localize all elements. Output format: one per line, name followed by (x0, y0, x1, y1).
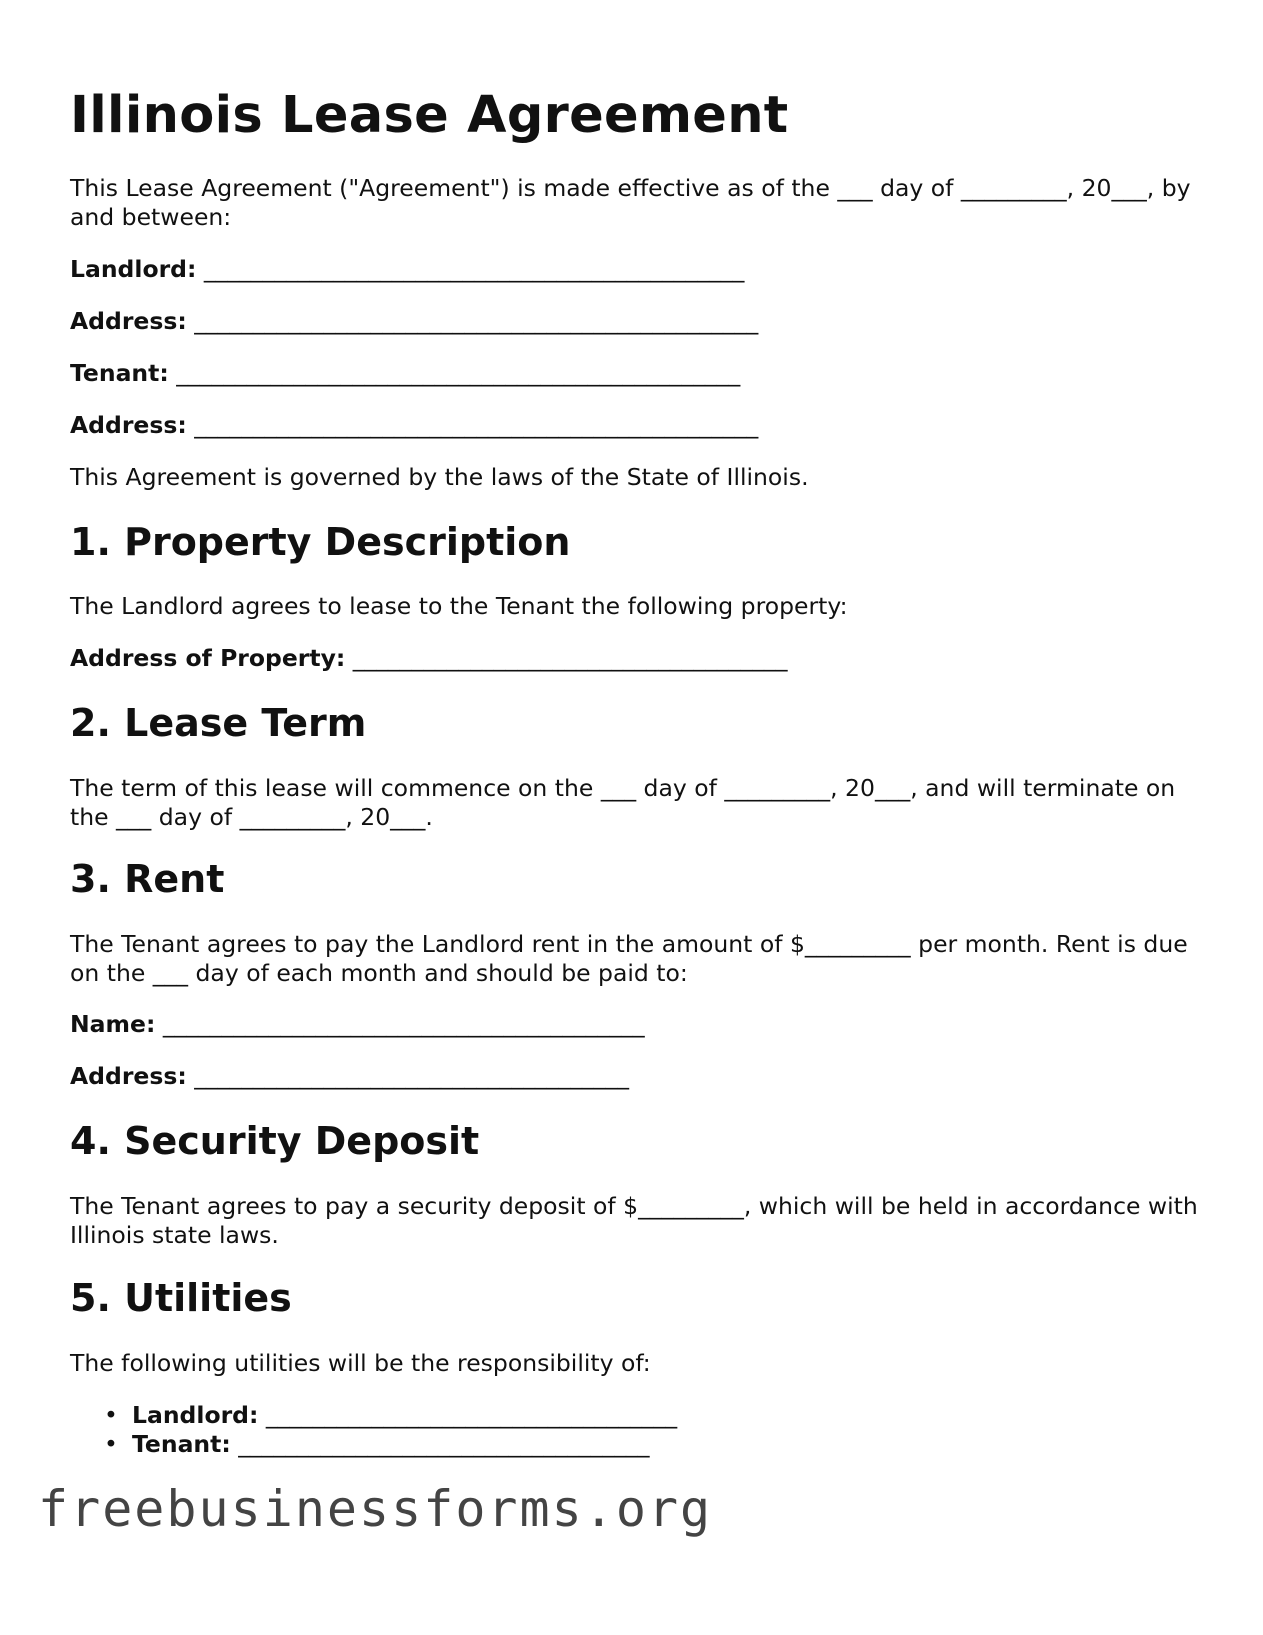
property-address-blank: _____________________________________ (345, 644, 788, 672)
landlord-address-label: Address: (70, 307, 187, 335)
section-heading-rent: 3. Rent (70, 857, 225, 901)
property-address-label: Address of Property: (70, 644, 346, 672)
document-title: Illinois Lease Agreement (70, 86, 789, 145)
utilities-landlord-label: Landlord: (132, 1401, 259, 1429)
intro-paragraph: This Lease Agreement ("Agreement") is made effective as of the ___ day of _________, 20___, by and between: (70, 174, 1191, 231)
utilities-landlord-blank: ___________________________________ (258, 1401, 678, 1429)
bullet-icon: • (104, 1430, 118, 1458)
tenant-address-blank: ________________________________________________ (186, 411, 759, 439)
governing-law-paragraph: This Agreement is governed by the laws of the State of Illinois. (70, 463, 809, 491)
section-heading-deposit: 4. Security Deposit (70, 1119, 480, 1163)
utilities-paragraph: The following utilities will be the responsibility of: (70, 1349, 651, 1377)
rent-address-blank: _____________________________________ (186, 1062, 629, 1090)
rent-address-label: Address: (70, 1062, 187, 1090)
tenant-address-label: Address: (70, 411, 187, 439)
rent-name-label: Name: (70, 1010, 156, 1038)
watermark: freebusinessforms.org (38, 1480, 713, 1538)
landlord-address-blank: ________________________________________________ (186, 307, 759, 335)
landlord-address-field (70, 307, 758, 336)
landlord-field (70, 255, 744, 284)
rent-name-field (70, 1010, 645, 1039)
tenant-address-field (70, 411, 758, 440)
landlord-label: Landlord: (70, 255, 197, 283)
list-item (70, 1430, 677, 1459)
rent-address-field (70, 1062, 629, 1091)
section-heading-property: 1. Property Description (70, 520, 571, 564)
landlord-blank: ______________________________________________ (196, 255, 745, 283)
tenant-field (70, 359, 740, 388)
property-address-field (70, 644, 788, 673)
section-heading-term: 2. Lease Term (70, 701, 367, 745)
rent-name-blank: _________________________________________ (155, 1010, 645, 1038)
utilities-list (70, 1401, 677, 1459)
term-paragraph: The term of this lease will commence on the ___ day of _________, 20___, and will terminate on the ___ day of _________, 20___. (70, 774, 1176, 831)
section-heading-utilities: 5. Utilities (70, 1276, 292, 1320)
list-item (70, 1401, 677, 1430)
property-paragraph: The Landlord agrees to lease to the Tenant the following property: (70, 592, 848, 620)
tenant-label: Tenant: (70, 359, 169, 387)
rent-paragraph: The Tenant agrees to pay the Landlord rent in the amount of $_________ per month. Rent is due on the ___ day of each month and should be paid to: (70, 930, 1188, 987)
utilities-tenant-blank: ___________________________________ (230, 1430, 650, 1458)
deposit-paragraph: The Tenant agrees to pay a security deposit of $_________, which will be held in accordance with Illinois state laws. (70, 1192, 1198, 1249)
tenant-blank: ________________________________________________ (168, 359, 741, 387)
utilities-tenant-label: Tenant: (132, 1430, 231, 1458)
bullet-icon: • (104, 1401, 118, 1429)
